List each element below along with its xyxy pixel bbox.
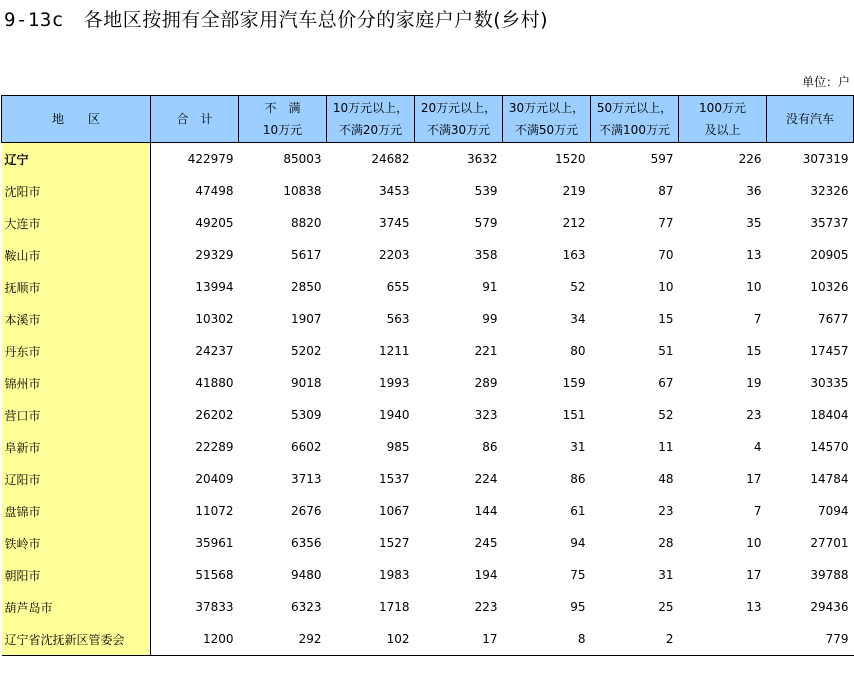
value-cell: 61 <box>570 504 586 518</box>
value-cell: 11 <box>658 440 674 454</box>
region-cell: 本溪市 <box>2 303 151 335</box>
value-cell: 99 <box>482 312 498 326</box>
value-cell: 223 <box>474 600 498 614</box>
region-cell: 锦州市 <box>2 367 151 399</box>
region-cell: 铁岭市 <box>2 527 151 559</box>
value-cell: 219 <box>562 184 586 198</box>
region-cell: 营口市 <box>2 399 151 431</box>
value-cell <box>679 623 767 656</box>
value-cell: 10 <box>658 280 674 294</box>
column-header-line: 10万元以上， <box>332 101 409 115</box>
value-cell: 5202 <box>290 344 322 358</box>
value-cell: 224 <box>474 472 498 486</box>
column-header-line: 及以上 <box>704 123 741 137</box>
table-row <box>2 271 854 303</box>
value-cell: 13 <box>746 600 762 614</box>
value-cell: 3713 <box>290 472 322 486</box>
value-cell: 245 <box>474 536 498 550</box>
column-header-line: 不满20万元 <box>338 123 403 137</box>
column-header-line: 合 计 <box>176 112 213 126</box>
value-cell: 194 <box>474 568 498 582</box>
column-header <box>2 96 151 143</box>
value-cell: 35961 <box>195 536 234 550</box>
table-row <box>2 559 854 591</box>
value-cell: 151 <box>562 408 586 422</box>
column-header <box>767 96 854 143</box>
column-header <box>151 96 239 143</box>
value-cell: 422979 <box>187 152 234 166</box>
value-cell: 75 <box>570 568 586 582</box>
value-cell: 17 <box>415 623 503 656</box>
value-cell: 5617 <box>290 248 322 262</box>
value-cell: 1718 <box>378 600 410 614</box>
column-header <box>591 96 679 143</box>
column-header-line: 10万元 <box>262 123 303 137</box>
value-cell: 52 <box>658 408 674 422</box>
value-cell: 9018 <box>290 376 322 390</box>
value-cell: 30335 <box>810 376 849 390</box>
region-cell: 丹东市 <box>2 335 151 367</box>
value-cell: 3745 <box>378 216 410 230</box>
value-cell: 32326 <box>810 184 849 198</box>
table-row <box>2 431 854 463</box>
value-cell: 292 <box>239 623 327 656</box>
value-cell: 10 <box>746 536 762 550</box>
value-cell: 2676 <box>290 504 322 518</box>
value-cell: 28 <box>658 536 674 550</box>
value-cell: 2203 <box>378 248 410 262</box>
value-cell: 41880 <box>195 376 234 390</box>
page-title <box>4 5 548 32</box>
value-cell: 358 <box>474 248 498 262</box>
column-header-line: 100万元 <box>699 101 746 115</box>
value-cell: 51 <box>658 344 674 358</box>
value-cell: 6602 <box>290 440 322 454</box>
value-cell: 7 <box>753 504 762 518</box>
region-cell: 葫芦岛市 <box>2 591 151 623</box>
value-cell: 9480 <box>290 568 322 582</box>
value-cell: 10326 <box>810 280 849 294</box>
table-row <box>2 495 854 527</box>
region-cell: 朝阳市 <box>2 559 151 591</box>
value-cell: 2850 <box>290 280 322 294</box>
value-cell: 14784 <box>810 472 849 486</box>
column-header <box>679 96 767 143</box>
value-cell: 226 <box>738 152 762 166</box>
column-header-line: 不满50万元 <box>514 123 579 137</box>
table-row <box>2 207 854 239</box>
value-cell: 77 <box>658 216 674 230</box>
value-cell: 4 <box>753 440 762 454</box>
table-body <box>2 143 854 656</box>
table-row <box>2 303 854 335</box>
value-cell: 289 <box>474 376 498 390</box>
column-header-line: 不 满 <box>264 101 301 115</box>
table-row <box>2 591 854 623</box>
value-cell: 655 <box>386 280 410 294</box>
value-cell: 163 <box>562 248 586 262</box>
column-header-line: 没有汽车 <box>785 112 834 126</box>
value-cell: 15 <box>746 344 762 358</box>
table-row <box>2 143 854 176</box>
value-cell: 91 <box>482 280 498 294</box>
value-cell: 48 <box>658 472 674 486</box>
value-cell: 8820 <box>290 216 322 230</box>
value-cell: 3632 <box>466 152 498 166</box>
value-cell: 579 <box>474 216 498 230</box>
value-cell: 24237 <box>195 344 234 358</box>
value-cell: 307319 <box>802 152 849 166</box>
value-cell: 19 <box>746 376 762 390</box>
value-cell: 26202 <box>195 408 234 422</box>
column-header <box>327 96 415 143</box>
value-cell: 7677 <box>817 312 849 326</box>
value-cell: 86 <box>570 472 586 486</box>
table-row <box>2 623 854 656</box>
region-cell: 辽宁省沈抚新区管委会 <box>2 623 151 656</box>
value-cell: 87 <box>658 184 674 198</box>
value-cell: 10 <box>746 280 762 294</box>
value-cell: 27701 <box>810 536 849 550</box>
table-row <box>2 335 854 367</box>
value-cell: 1983 <box>378 568 410 582</box>
unit-label: 单位：户 <box>801 75 850 89</box>
value-cell: 221 <box>474 344 498 358</box>
value-cell: 13994 <box>195 280 234 294</box>
value-cell: 7094 <box>817 504 849 518</box>
value-cell: 94 <box>570 536 586 550</box>
value-cell: 985 <box>386 440 410 454</box>
value-cell: 51568 <box>195 568 234 582</box>
value-cell: 10838 <box>283 184 322 198</box>
value-cell: 25 <box>658 600 674 614</box>
value-cell: 17457 <box>810 344 849 358</box>
column-header <box>239 96 327 143</box>
value-cell: 31 <box>658 568 674 582</box>
value-cell: 49205 <box>195 216 234 230</box>
value-cell: 1200 <box>151 623 239 656</box>
value-cell: 1993 <box>378 376 410 390</box>
region-cell: 辽宁 <box>2 143 151 176</box>
value-cell: 15 <box>658 312 674 326</box>
value-cell: 1211 <box>378 344 410 358</box>
value-cell: 70 <box>658 248 674 262</box>
value-cell: 779 <box>767 623 854 656</box>
region-cell: 辽阳市 <box>2 463 151 495</box>
table-number: 9-13c <box>4 9 64 31</box>
value-cell: 47498 <box>195 184 234 198</box>
value-cell: 597 <box>650 152 674 166</box>
value-cell: 31 <box>570 440 586 454</box>
table-row <box>2 463 854 495</box>
value-cell: 29436 <box>810 600 849 614</box>
region-cell: 盘锦市 <box>2 495 151 527</box>
value-cell: 1940 <box>378 408 410 422</box>
value-cell: 2 <box>591 623 679 656</box>
value-cell: 35 <box>746 216 762 230</box>
region-cell: 抚顺市 <box>2 271 151 303</box>
value-cell: 563 <box>386 312 410 326</box>
column-header-line: 50万元以上， <box>596 101 673 115</box>
column-header-line: 30万元以上， <box>508 101 585 115</box>
value-cell: 1520 <box>554 152 586 166</box>
column-header <box>503 96 591 143</box>
table-row <box>2 527 854 559</box>
column-header-line: 20万元以上， <box>420 101 497 115</box>
value-cell: 24682 <box>371 152 410 166</box>
value-cell: 14570 <box>810 440 849 454</box>
value-cell: 6356 <box>290 536 322 550</box>
value-cell: 20409 <box>195 472 234 486</box>
value-cell: 3453 <box>378 184 410 198</box>
column-header-line: 不满100万元 <box>599 123 670 137</box>
table-row <box>2 399 854 431</box>
value-cell: 1537 <box>378 472 410 486</box>
value-cell: 23 <box>658 504 674 518</box>
region-cell: 沈阳市 <box>2 175 151 207</box>
value-cell: 52 <box>570 280 586 294</box>
value-cell: 18404 <box>810 408 849 422</box>
table-row <box>2 175 854 207</box>
value-cell: 22289 <box>195 440 234 454</box>
value-cell: 35737 <box>810 216 849 230</box>
value-cell: 144 <box>474 504 498 518</box>
table-title: 各地区按拥有全部家用汽车总价分的家庭户户数(乡村) <box>83 9 549 31</box>
value-cell: 80 <box>570 344 586 358</box>
value-cell: 323 <box>474 408 498 422</box>
value-cell: 5309 <box>290 408 322 422</box>
value-cell: 10302 <box>195 312 234 326</box>
value-cell: 6323 <box>290 600 322 614</box>
value-cell: 85003 <box>283 152 322 166</box>
table-row <box>2 367 854 399</box>
value-cell: 23 <box>746 408 762 422</box>
value-cell: 7 <box>753 312 762 326</box>
value-cell: 17 <box>746 472 762 486</box>
region-cell: 鞍山市 <box>2 239 151 271</box>
value-cell: 8 <box>503 623 591 656</box>
value-cell: 159 <box>562 376 586 390</box>
value-cell: 20905 <box>810 248 849 262</box>
table-header <box>2 96 854 143</box>
region-cell: 大连市 <box>2 207 151 239</box>
value-cell: 36 <box>746 184 762 198</box>
value-cell: 1907 <box>290 312 322 326</box>
value-cell: 11072 <box>195 504 234 518</box>
value-cell: 1067 <box>378 504 410 518</box>
value-cell: 212 <box>562 216 586 230</box>
value-cell: 34 <box>570 312 586 326</box>
value-cell: 37833 <box>195 600 234 614</box>
value-cell: 539 <box>474 184 498 198</box>
value-cell: 1527 <box>378 536 410 550</box>
value-cell: 17 <box>746 568 762 582</box>
column-header-line: 不满30万元 <box>426 123 491 137</box>
value-cell: 13 <box>746 248 762 262</box>
table-row <box>2 239 854 271</box>
value-cell: 39788 <box>810 568 849 582</box>
region-cell: 阜新市 <box>2 431 151 463</box>
value-cell: 67 <box>658 376 674 390</box>
value-cell: 86 <box>482 440 498 454</box>
value-cell: 102 <box>327 623 415 656</box>
data-table <box>1 95 854 656</box>
value-cell: 95 <box>570 600 586 614</box>
value-cell: 29329 <box>195 248 234 262</box>
column-header <box>415 96 503 143</box>
column-header-line: 地 区 <box>51 112 100 126</box>
